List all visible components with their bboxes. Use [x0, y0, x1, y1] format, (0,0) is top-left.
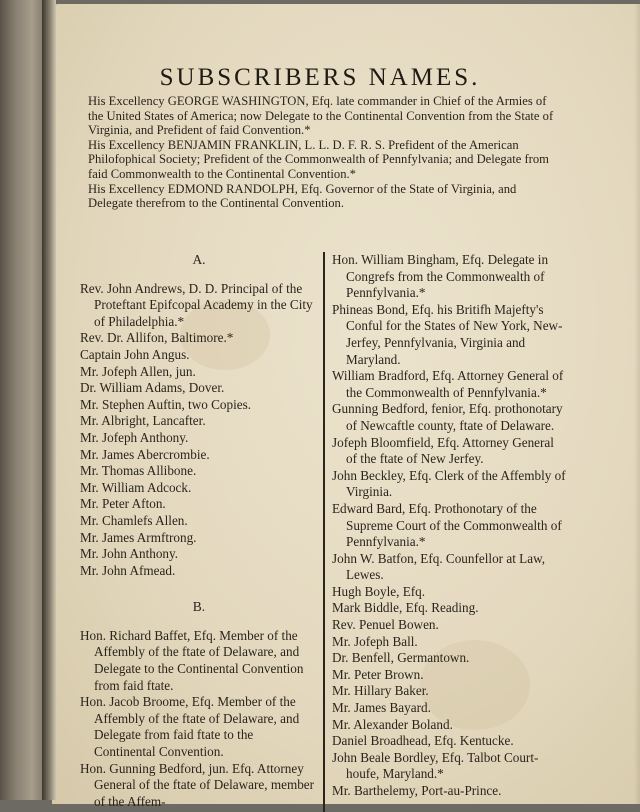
subscriber-entry: Mr. James Armftrong.	[80, 529, 197, 545]
dignitaries-list	[88, 94, 558, 211]
subscriber-entry: Mr. Stephen Auftin, two Copies.	[80, 396, 252, 412]
subscriber-entry: Hon. Jacob Broome, Efq. Member of the Affembly of the ftate of Delaware, and Delegate from faid ftate to the Continental Convention.	[80, 694, 300, 760]
subscriber-entry: Mr. Peter Brown.	[332, 666, 424, 682]
subscriber-entry: John Beckley, Efq. Clerk of the Affembly of Virginia.	[332, 467, 566, 500]
subscriber-entry: Mark Biddle, Efq. Reading.	[332, 600, 479, 616]
subscriber-entry: Mr. Jofeph Ball.	[332, 633, 418, 649]
subscriber-entry: Mr. John Afmead.	[80, 562, 176, 578]
subscriber-entry: Edward Bard, Efq. Prothonotary of the Supreme Court of the Commonwealth of Pennfylvania.*	[332, 500, 562, 550]
subscriber-entry: Mr. Jofeph Anthony.	[80, 429, 189, 445]
subscriber-entry: Mr. Thomas Allibone.	[80, 463, 197, 479]
subscriber-entry: John Beale Bordley, Efq. Talbot Court-houfe, Maryland.*	[332, 749, 539, 782]
subscriber-entry: Rev. John Andrews, D. D. Principal of the Proteftant Epifcopal Academy in the City of Philadelphia.*	[80, 280, 313, 329]
subscriber-entry: Mr. Hillary Baker.	[332, 683, 429, 699]
subscriber-entry: Gunning Bedford, fenior, Efq. prothonotary of Newcaftle county, ftate of Delaware.	[332, 401, 563, 433]
subscriber-entry: Hugh Boyle, Efq.	[332, 583, 426, 599]
intro-entry: His Excellency BENJAMIN FRANKLIN, L. L. D. F. R. S. Prefident of the American Philofophical Society; Prefident of the Commonwealth of Pennfylvania; and Delegate from faid Commonwealth to the Continental Convention.*	[88, 137, 549, 181]
section-gap	[80, 579, 318, 599]
intro-entry: His Excellency GEORGE WASHINGTON, Efq. late commander in Chief of the Armies of the United States of America; now Delegate to the Continental Convention from the State of Virginia, and Prefident of faid Convention.*	[88, 94, 554, 138]
subscriber-entry: Captain John Angus.	[80, 346, 190, 362]
subscriber-entry: Rev. Dr. Allifon, Baltimore.*	[80, 330, 234, 346]
subscriber-entry: Hon. William Bingham, Efq. Delegate in Congrefs from the Commonwealth of Pennfylvania.*	[332, 252, 549, 301]
subscriber-entry: John W. Batfon, Efq. Counfellor at Law, Lewes.	[332, 550, 546, 583]
subscriber-entry: Mr. William Adcock.	[80, 479, 192, 495]
facing-page-edge	[0, 0, 46, 800]
left-column	[80, 252, 318, 810]
subscriber-entry: William Bradford, Efq. Attorney General of the Commonwealth of Pennfylvania.*	[332, 368, 564, 400]
subscriber-entry: Mr. Albright, Lancafter.	[80, 413, 206, 429]
subscriber-entry: Mr. Peter Afton.	[80, 496, 166, 512]
page-shadow	[634, 4, 640, 804]
subscriber-entry: Mr. Jofeph Allen, jun.	[80, 363, 196, 379]
subscriber-entry: Jofeph Bloomfield, Efq. Attorney General of the ftate of New Jerfey.	[332, 434, 554, 467]
subscriber-entry: Dr. Benfell, Germantown.	[332, 650, 470, 666]
subscriber-entry: Mr. Chamlefs Allen.	[80, 512, 188, 528]
intro-entry: His Excellency EDMOND RANDOLPH, Efq. Governor of the State of Virginia, and Delegate therefrom to the Continental Convention.	[88, 181, 517, 211]
subscriber-entry: Mr. Alexander Boland.	[332, 716, 453, 732]
subscriber-entry: Dr. William Adams, Dover.	[80, 380, 225, 396]
subscriber-entry: Rev. Penuel Bowen.	[332, 617, 439, 633]
column-divider	[323, 252, 325, 812]
right-column	[332, 252, 568, 800]
subscriber-entry: Hon. Richard Baffet, Efq. Member of the Affembly of the ftate of Delaware, and Delegate to the Continental Convention from faid ftate.	[80, 627, 304, 693]
subscriber-entry: Mr. John Anthony.	[80, 546, 179, 562]
subscriber-entry: Mr. James Bayard.	[332, 700, 431, 716]
subscriber-entry: Hon. Gunning Bedford, jun. Efq. Attorney General of the ftate of Delaware, member of the Affem-	[80, 760, 315, 809]
subscriber-entry: Daniel Broadhead, Efq. Kentucke.	[332, 733, 514, 749]
subscriber-entry: Mr. Barthelemy, Port-au-Prince.	[332, 783, 502, 798]
section-heading-b: B.	[192, 599, 206, 615]
page-title: SUBSCRIBERS NAMES.	[159, 64, 481, 91]
subscriber-entry: Phineas Bond, Efq. his Britifh Majefty's Conful for the States of New York, New-Jerfey, Pennfylvania, Virginia and Maryland.	[332, 301, 563, 367]
subscriber-entry: Mr. James Abercrombie.	[80, 446, 210, 462]
book-gutter	[42, 0, 56, 800]
section-heading-a: A.	[192, 252, 206, 267]
